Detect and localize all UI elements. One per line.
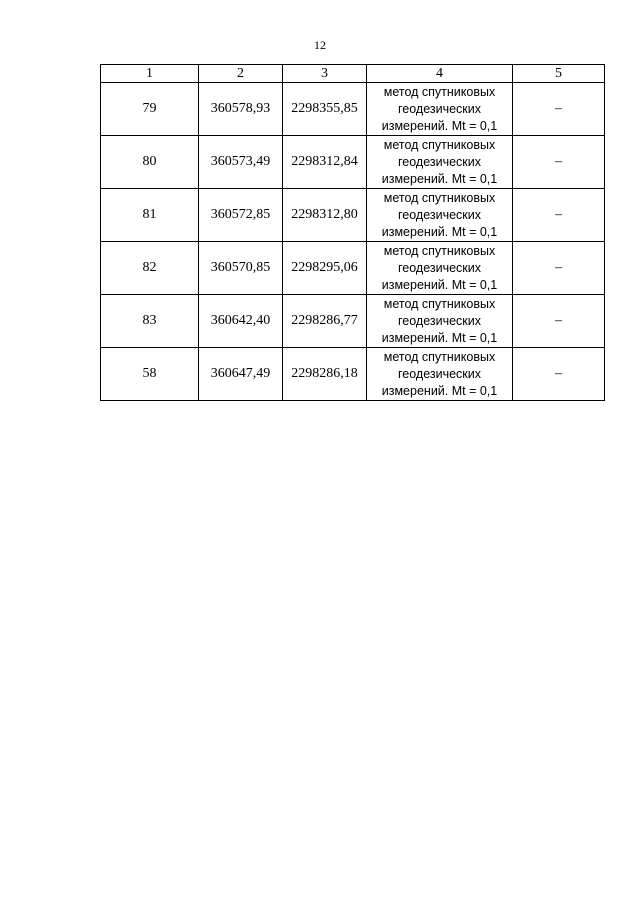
method-cell — [367, 136, 513, 189]
note-cell: – — [513, 295, 605, 348]
method-cell — [367, 189, 513, 242]
column-header-5: 5 — [513, 65, 605, 83]
method-line: геодезических — [397, 313, 481, 328]
method-line: измерений. Mt = 0,1 — [381, 224, 498, 239]
x-coordinate-cell: 360570,85 — [199, 242, 283, 295]
method-line: геодезических — [397, 260, 481, 275]
y-coordinate-cell: 2298286,77 — [283, 295, 367, 348]
table-row — [101, 295, 605, 348]
method-line: геодезических — [397, 366, 481, 381]
method-cell — [367, 242, 513, 295]
point-number-cell: 83 — [101, 295, 199, 348]
note-cell: – — [513, 83, 605, 136]
method-line: метод спутниковых — [383, 349, 496, 364]
method-line: измерений. Mt = 0,1 — [381, 277, 498, 292]
table-row — [101, 348, 605, 401]
method-cell — [367, 295, 513, 348]
x-coordinate-cell: 360572,85 — [199, 189, 283, 242]
method-line: измерений. Mt = 0,1 — [381, 171, 498, 186]
method-line: метод спутниковых — [383, 137, 496, 152]
page-number: 12 — [314, 38, 326, 52]
y-coordinate-cell: 2298312,80 — [283, 189, 367, 242]
note-cell: – — [513, 348, 605, 401]
method-line: метод спутниковых — [383, 84, 496, 99]
table-row — [101, 83, 605, 136]
point-number-cell: 79 — [101, 83, 199, 136]
y-coordinate-cell: 2298286,18 — [283, 348, 367, 401]
x-coordinate-cell: 360647,49 — [199, 348, 283, 401]
method-line: метод спутниковых — [383, 243, 496, 258]
point-number-cell: 58 — [101, 348, 199, 401]
coordinates-table — [100, 64, 605, 401]
note-cell: – — [513, 242, 605, 295]
method-cell — [367, 348, 513, 401]
point-number-cell: 81 — [101, 189, 199, 242]
note-cell: – — [513, 136, 605, 189]
column-header-4: 4 — [367, 65, 513, 83]
point-number-cell: 82 — [101, 242, 199, 295]
column-header-3: 3 — [283, 65, 367, 83]
method-cell — [367, 83, 513, 136]
method-line: метод спутниковых — [383, 190, 496, 205]
y-coordinate-cell: 2298355,85 — [283, 83, 367, 136]
method-line: измерений. Mt = 0,1 — [381, 330, 498, 345]
y-coordinate-cell: 2298295,06 — [283, 242, 367, 295]
x-coordinate-cell: 360578,93 — [199, 83, 283, 136]
point-number-cell: 80 — [101, 136, 199, 189]
method-line: геодезических — [397, 154, 481, 169]
table-row — [101, 242, 605, 295]
method-line: геодезических — [397, 101, 481, 116]
method-line: измерений. Mt = 0,1 — [381, 118, 498, 133]
method-line: геодезических — [397, 207, 481, 222]
y-coordinate-cell: 2298312,84 — [283, 136, 367, 189]
table-row — [101, 189, 605, 242]
note-cell: – — [513, 189, 605, 242]
x-coordinate-cell: 360642,40 — [199, 295, 283, 348]
method-line: измерений. Mt = 0,1 — [381, 383, 498, 398]
column-header-2: 2 — [199, 65, 283, 83]
table-row — [101, 136, 605, 189]
column-header-1: 1 — [101, 65, 199, 83]
table-header-row — [101, 65, 605, 83]
x-coordinate-cell: 360573,49 — [199, 136, 283, 189]
method-line: метод спутниковых — [383, 296, 496, 311]
